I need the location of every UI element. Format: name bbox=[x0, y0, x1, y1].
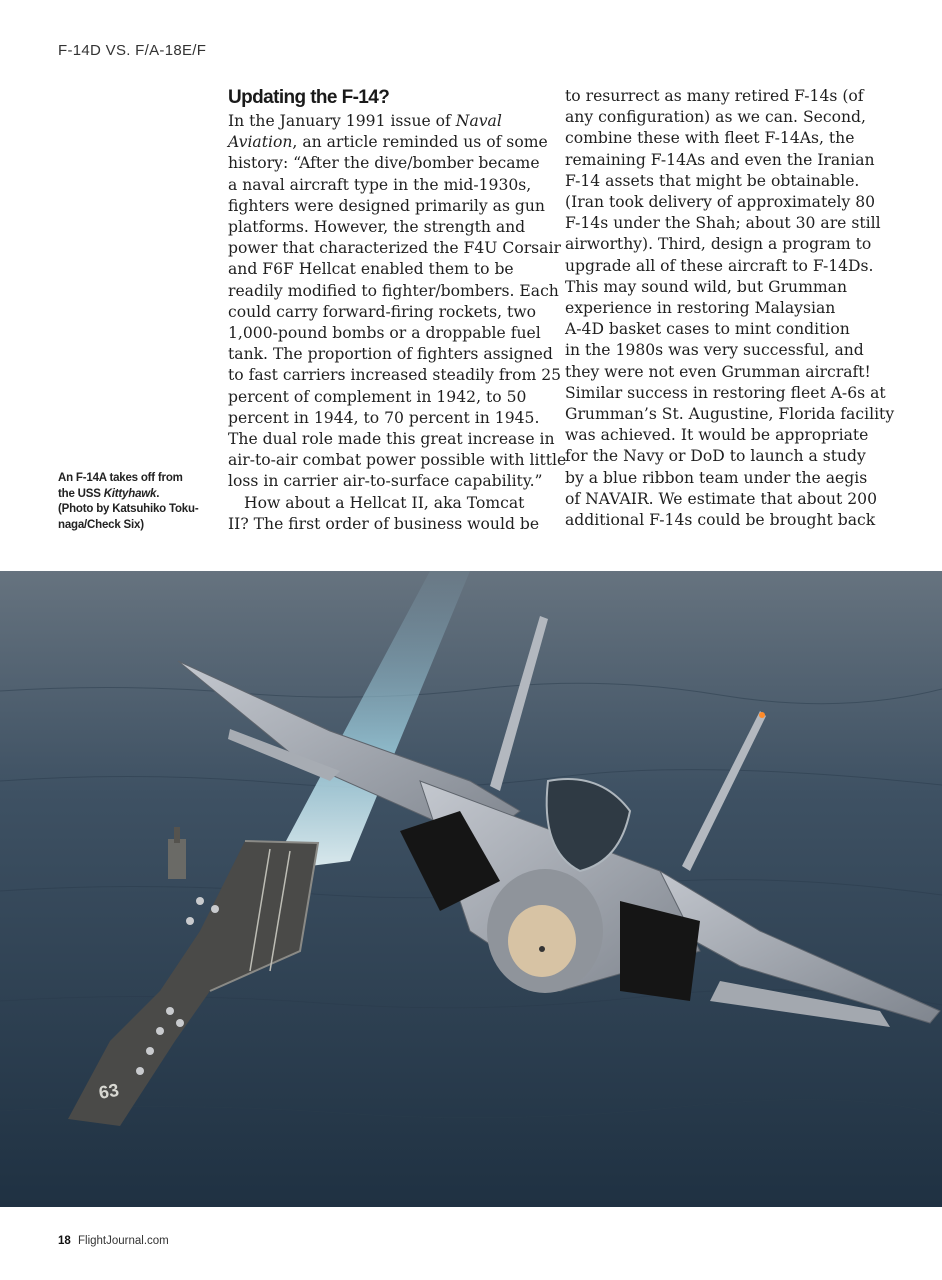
article-line bbox=[228, 259, 550, 280]
article-line bbox=[228, 302, 550, 323]
text-run: How about a Hellcat II, aka Tomcat bbox=[244, 493, 525, 512]
article-line: A-4D basket cases to mint condition bbox=[565, 320, 850, 339]
article-left-text bbox=[228, 111, 567, 535]
text-run: to fast carriers increased steadily from 25 bbox=[228, 366, 562, 385]
page-number: 18 bbox=[58, 1235, 71, 1247]
article-line bbox=[228, 281, 559, 302]
text-run: could carry forward-firing rockets, two bbox=[228, 302, 537, 321]
article-line: (Iran took delivery of approximately 80 bbox=[565, 193, 876, 212]
article-column-right bbox=[565, 86, 895, 531]
article-line: Grumman’s St. Augustine, Florida facility bbox=[565, 405, 895, 424]
article-line: to resurrect as many retired F-14s (of bbox=[565, 87, 864, 105]
text-run: and F6F Hellcat enabled them to be bbox=[228, 260, 514, 279]
article-column-left bbox=[228, 86, 567, 535]
text-run: tank. The proportion of fighters assigned bbox=[228, 345, 553, 364]
article-line bbox=[228, 471, 550, 492]
italic-text: Aviation bbox=[228, 133, 293, 152]
article-line bbox=[228, 132, 550, 153]
hull-number: 63 bbox=[97, 1079, 121, 1103]
text-run: air-to-air combat power possible with little bbox=[228, 451, 567, 470]
text-run: platforms. However, the strength and bbox=[228, 218, 526, 237]
article-line: F-14s under the Shah; about 30 are still bbox=[565, 214, 881, 233]
caption-line bbox=[58, 502, 218, 518]
text-run: An F-14A takes off from bbox=[58, 472, 183, 484]
article-line: remaining F-14As and even the Iranian bbox=[565, 150, 875, 169]
photo-caption bbox=[58, 471, 218, 533]
article-line: they were not even Grumman aircraft! bbox=[565, 362, 871, 381]
text-run: , an article reminded us of some bbox=[292, 133, 548, 152]
article-line: F-14 assets that might be obtainable. bbox=[565, 171, 860, 190]
article-line bbox=[228, 429, 555, 450]
italic-text: Kittyhawk bbox=[103, 487, 157, 500]
article-line: was achieved. It would be appropriate bbox=[565, 426, 869, 445]
article-line bbox=[228, 323, 550, 344]
text-run: The dual role made this great increase in bbox=[228, 430, 555, 449]
article-line bbox=[228, 111, 550, 132]
article-line: combine these with fleet F-14As, the bbox=[565, 129, 855, 148]
page-footer bbox=[58, 1235, 169, 1247]
article-line bbox=[228, 514, 550, 535]
article-line bbox=[228, 238, 561, 259]
italic-text: Naval bbox=[455, 112, 502, 130]
article-line bbox=[228, 153, 550, 174]
article-line bbox=[228, 175, 550, 196]
text-run: history: “After the dive/bomber became bbox=[228, 154, 540, 173]
article-line: upgrade all of these aircraft to F-14Ds. bbox=[565, 256, 874, 275]
text-run: . bbox=[156, 487, 160, 500]
caption-line bbox=[58, 518, 218, 534]
article-line: airworthy). Third, design a program to bbox=[565, 235, 872, 254]
article-line: any configuration) as we can. Second, bbox=[565, 108, 866, 127]
text-run: readily modified to fighter/bombers. Each bbox=[228, 281, 559, 300]
article-heading: Updating the F-14? bbox=[228, 87, 390, 108]
text-run: (Photo by Katsuhiko Toku- bbox=[58, 503, 199, 515]
article-line: for the Navy or DoD to launch a study bbox=[565, 447, 866, 466]
article-line bbox=[228, 493, 550, 514]
text-run: fighters were designed primarily as gun bbox=[228, 196, 545, 215]
caption-line bbox=[58, 471, 218, 487]
article-line bbox=[228, 408, 550, 429]
article-line: This may sound wild, but Grumman bbox=[565, 277, 847, 296]
caption-line bbox=[58, 487, 218, 503]
text-run: naga/Check Six) bbox=[58, 518, 144, 531]
text-run: percent in 1944, to 70 percent in 1945. bbox=[228, 408, 540, 427]
text-run: the USS bbox=[58, 487, 104, 500]
article-line bbox=[228, 387, 550, 408]
article-line: of NAVAIR. We estimate that about 200 bbox=[565, 489, 878, 508]
running-head: F-14D VS. F/A-18E/F bbox=[58, 42, 207, 59]
text-run: II? The first order of business would be bbox=[228, 514, 540, 533]
text-run: loss in carrier air-to-surface capability.” bbox=[228, 472, 543, 491]
text-run: In the January 1991 issue of bbox=[228, 112, 456, 130]
article-line bbox=[228, 196, 550, 217]
text-run: percent of complement in 1942, to 50 bbox=[228, 387, 527, 406]
article-line: additional F-14s could be brought back bbox=[565, 511, 876, 530]
article-line bbox=[228, 365, 562, 386]
article-line bbox=[228, 217, 550, 238]
photo-f14-over-carrier bbox=[0, 571, 942, 1207]
text-run: power that characterized the F4U Corsair bbox=[228, 239, 561, 258]
photo-illustration bbox=[0, 571, 942, 1207]
article-line: by a blue ribbon team under the aegis bbox=[565, 468, 868, 487]
article-line: experience in restoring Malaysian bbox=[565, 299, 836, 318]
footer-site: FlightJournal.com bbox=[78, 1235, 169, 1247]
article-right-text bbox=[565, 86, 895, 531]
article-line: Similar success in restoring fleet A-6s at bbox=[565, 383, 886, 402]
article-line bbox=[228, 450, 567, 471]
article-line: in the 1980s was very successful, and bbox=[565, 341, 864, 360]
text-run: 1,000-pound bombs or a droppable fuel bbox=[228, 324, 541, 343]
text-run: a naval aircraft type in the mid-1930s, bbox=[228, 175, 532, 194]
article-line bbox=[228, 344, 553, 365]
